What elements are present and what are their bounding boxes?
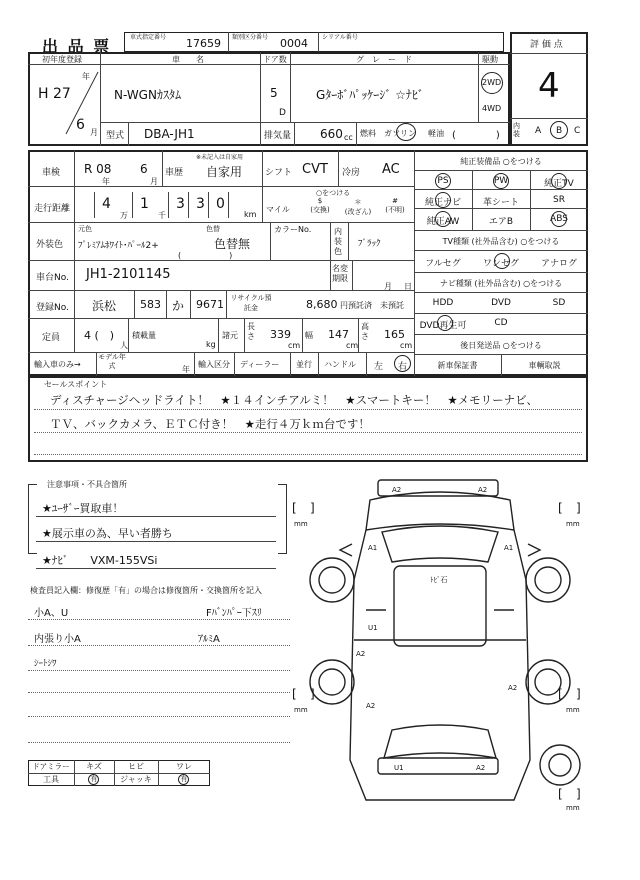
import-type-label: 輸入区分 bbox=[198, 360, 230, 369]
mm-spare: mm bbox=[566, 804, 580, 812]
svg-text:]: ] bbox=[576, 501, 581, 515]
mile-opt-exchange: $ (交換) bbox=[310, 197, 330, 214]
later-warranty: 新車保証書 bbox=[437, 361, 478, 370]
recycle-paid: 円預託済 bbox=[340, 301, 372, 310]
grade-value: Gﾀｰﾎﾞﾊﾟｯｹｰｼﾞ ☆ﾅﾋﾞ bbox=[316, 88, 424, 102]
mileage-man: 万 bbox=[120, 211, 128, 220]
form-no-label: 車式指定番号 bbox=[130, 34, 167, 41]
height-value: 165 bbox=[384, 328, 405, 341]
drive-label: 駆動 bbox=[482, 55, 498, 64]
tv-oneseg-circle bbox=[494, 253, 510, 269]
sales-line-1: ディスチャージヘッドライト！ ★１４インチアルミ！ ★スマートキー！ ★メモリーナビ、 bbox=[50, 393, 539, 407]
mark-a2-rear-right: A2 bbox=[476, 764, 486, 772]
mileage-digit-1: 4 bbox=[102, 196, 111, 212]
width-value: 147 bbox=[328, 328, 349, 341]
genuine-item: 純正ナビ bbox=[424, 198, 461, 208]
load-label: 積載量 bbox=[132, 331, 156, 340]
chassis-value: JH1-2101145 bbox=[86, 267, 171, 282]
mm-top-right: mm bbox=[566, 520, 580, 528]
note-2: ★展示車の為、早い者勝ち bbox=[42, 527, 173, 540]
change-day: 日 bbox=[404, 282, 412, 291]
reg-area: 浜松 bbox=[92, 299, 117, 313]
genuine-item: SR bbox=[553, 195, 565, 205]
length-value: 339 bbox=[270, 328, 291, 341]
genuine-item: 純正TV bbox=[544, 179, 574, 189]
drive-4wd: 4WD bbox=[482, 104, 502, 113]
tools-h-ware: ワレ bbox=[176, 762, 192, 771]
svg-text:[: [ bbox=[292, 687, 297, 701]
mark-a2-top-right: A2 bbox=[478, 486, 488, 494]
note-1: ★ﾕｰｻﾞｰ買取車！ bbox=[42, 502, 124, 515]
inspector-line-2-b: ｱﾙﾐA bbox=[198, 634, 220, 645]
displacement-label: 排気量 bbox=[264, 131, 292, 141]
displacement-value: 660 bbox=[320, 127, 343, 141]
navi-dvd-play-circle bbox=[437, 315, 453, 331]
history-note: ※未記入は自家用 bbox=[196, 154, 244, 161]
interior-grade-label: 内装 bbox=[513, 122, 520, 138]
mileage-digit-3: 3 bbox=[176, 196, 185, 212]
height-label: 高さ bbox=[361, 322, 369, 341]
navi-hdd: HDD bbox=[432, 298, 454, 308]
inspection-month: 6 bbox=[140, 162, 148, 176]
dims-label: 諸元 bbox=[222, 331, 238, 340]
genuine-item-circle bbox=[551, 173, 567, 189]
capacity-label: 定員 bbox=[42, 333, 61, 343]
tools-h-mirror: ドアミラー bbox=[32, 762, 70, 771]
orig-color-label: 元色 bbox=[78, 225, 92, 233]
fuel-gas-circle bbox=[396, 123, 416, 141]
genuine-item: エアB bbox=[488, 217, 514, 227]
mm-bottom-right: mm bbox=[566, 706, 580, 714]
inspection-month-unit: 月 bbox=[150, 177, 158, 186]
inspector-line-2-a: 内張り小A bbox=[34, 634, 81, 645]
score-value: 4 bbox=[538, 66, 560, 106]
handle-right: 右 bbox=[398, 362, 408, 372]
genuine-item-circle bbox=[435, 173, 451, 189]
svg-text:]: ] bbox=[576, 687, 581, 701]
genuine-item: 純正AW bbox=[426, 217, 460, 227]
form-meta-box bbox=[124, 32, 504, 52]
chassis-label: 車台No. bbox=[36, 273, 69, 283]
orig-color-value: ﾌﾟﾚﾐｱﾑﾎﾜｲﾄ･ﾊﾟｰﾙ2+ bbox=[78, 241, 159, 251]
notes-label: 注意事項・不具合箇所 bbox=[44, 479, 130, 490]
model-label: 型式 bbox=[106, 131, 125, 141]
genuine-label: 純正装備品 ○をつける bbox=[460, 157, 542, 166]
import-dealer: ディーラー bbox=[240, 360, 280, 369]
fuel-gas: ガソリン bbox=[384, 129, 416, 138]
mile-note: ○をつける bbox=[316, 189, 351, 197]
score-label: 評 価 点 bbox=[530, 40, 563, 50]
tv-analog: アナログ bbox=[540, 259, 577, 269]
inspector-label: 検査員記入欄：修復歴「有」の場合は修復箇所・交換箇所を記入 bbox=[30, 586, 262, 595]
navi-label: ナビ種類 (社外品含む) ○をつける bbox=[439, 279, 563, 288]
shift-value: CVT bbox=[302, 162, 328, 177]
inspection-year: R 08 bbox=[84, 162, 112, 176]
tools-h-hibi: ヒビ bbox=[128, 762, 144, 771]
handle-right-circle bbox=[394, 355, 411, 372]
inspector-line-1-b: Fﾊﾞﾝﾊﾟｰ下ｽﾘ bbox=[206, 608, 262, 619]
first-reg-month: 6 bbox=[76, 117, 85, 133]
mileage-digit-4: 3 bbox=[196, 196, 205, 212]
interior-grade-a: A bbox=[535, 126, 542, 136]
navi-dvd-play: DVD再生可 bbox=[419, 321, 467, 331]
import-label: 輸入車のみ→ bbox=[34, 360, 81, 369]
history-value: 自家用 bbox=[206, 165, 243, 179]
handle-left: 左 bbox=[374, 362, 384, 372]
tools-jack-yes-circle bbox=[178, 774, 189, 785]
genuine-item-circle bbox=[551, 211, 567, 227]
serial-label: シリアル番号 bbox=[322, 34, 358, 41]
fuel-label: 燃料 bbox=[360, 129, 376, 138]
svg-text:]: ] bbox=[310, 687, 315, 701]
color-no-label: カラーNo. bbox=[274, 225, 312, 234]
class-no: 0004 bbox=[280, 37, 308, 50]
navi-cd: CD bbox=[494, 318, 508, 328]
reg-number: 9671 bbox=[196, 298, 224, 311]
genuine-item-circle bbox=[493, 173, 509, 189]
later-label: 後日発送品 ○をつける bbox=[460, 341, 542, 350]
class-no-label: 類別区分番号 bbox=[232, 34, 269, 41]
svg-text:[: [ bbox=[558, 787, 563, 801]
genuine-item: PS bbox=[437, 176, 449, 186]
height-cm: cm bbox=[400, 341, 413, 350]
ac-value: AC bbox=[382, 162, 400, 177]
year-unit: 年 bbox=[82, 72, 90, 81]
interior-grade-c: C bbox=[574, 126, 581, 136]
mark-a2-top-left: A2 bbox=[392, 486, 402, 494]
tv-oneseg: ワンセグ bbox=[482, 259, 519, 269]
tools-h-kizu: キズ bbox=[86, 762, 102, 771]
form-no: 17659 bbox=[186, 37, 221, 50]
genuine-item-circle bbox=[435, 211, 451, 227]
model-value: DBA-JH1 bbox=[144, 127, 195, 141]
doors-value: 5 bbox=[270, 86, 278, 100]
tools-jack: ジャッキ bbox=[120, 775, 152, 784]
mark-u1-rear: U1 bbox=[394, 764, 404, 772]
first-reg-year: H 27 bbox=[38, 86, 71, 102]
sales-label: セールスポイント bbox=[44, 380, 108, 389]
interior-color-label: 内装色 bbox=[334, 227, 342, 256]
change-month: 月 bbox=[384, 282, 392, 291]
recycle-unpaid: 未預託 bbox=[380, 301, 404, 310]
history-label: 車歴 bbox=[165, 168, 184, 178]
mm-bottom-left: mm bbox=[294, 706, 308, 714]
mark-a1-right: A1 bbox=[504, 544, 514, 552]
kg-unit: kg bbox=[206, 340, 216, 349]
mileage-sen: 千 bbox=[158, 211, 166, 220]
svg-text:]: ] bbox=[310, 501, 315, 515]
width-cm: cm bbox=[346, 341, 359, 350]
mark-a2-mid-left: A2 bbox=[356, 650, 366, 658]
mile-opt-unknown: # (不明) bbox=[385, 197, 405, 214]
mileage-label: 走行距離 bbox=[34, 204, 71, 214]
mark-a2-rear-left: A2 bbox=[366, 702, 376, 710]
reg-kana: か bbox=[172, 299, 185, 313]
change-label: 名変期限 bbox=[332, 264, 348, 283]
doors-label: ドア数 bbox=[263, 55, 287, 64]
fuel-light: 軽油 bbox=[428, 129, 444, 138]
svg-text:[: [ bbox=[558, 501, 563, 515]
inspector-line-3-a: ｼｰﾄｼﾜ bbox=[34, 659, 57, 669]
import-parallel: 並行 bbox=[296, 360, 312, 369]
svg-text:[: [ bbox=[292, 501, 297, 515]
genuine-item-circle bbox=[435, 192, 451, 208]
exterior-label: 外装色 bbox=[36, 240, 64, 250]
person-unit: 人 bbox=[120, 341, 128, 350]
inspection-label: 車検 bbox=[42, 168, 61, 178]
model-year-label: モデル年式 bbox=[98, 353, 126, 370]
tools-tool: 工具 bbox=[43, 775, 59, 784]
shift-label: シフト bbox=[265, 168, 293, 178]
navi-sd: SD bbox=[552, 298, 566, 308]
length-label: 長さ bbox=[247, 322, 255, 341]
later-manual: 車輌取説 bbox=[528, 361, 561, 370]
handle-label: ハンドル bbox=[324, 360, 356, 369]
interior-grade-b: B bbox=[556, 126, 563, 136]
repaint-label: 色替 bbox=[206, 225, 220, 233]
svg-text:[: [ bbox=[558, 687, 563, 701]
fuel-paren: ( ) bbox=[452, 130, 500, 141]
interior-grade-b-circle bbox=[550, 121, 568, 139]
mile-opt-tamper: ＊ (改ざん) bbox=[344, 198, 372, 216]
tools-tool-yes: 有 bbox=[90, 775, 98, 783]
cc-unit: cc bbox=[344, 133, 353, 142]
tools-jack-yes: 有 bbox=[180, 775, 188, 783]
inspector-line-1-a: 小A、U bbox=[34, 608, 69, 619]
tv-fullseg: フルセグ bbox=[425, 259, 461, 269]
car-diagram bbox=[290, 470, 590, 820]
recycle-amount: 8,680 bbox=[306, 298, 338, 311]
sales-line-2: ＴＶ、バックカメラ、ＥＴＣ付き！ ★走行４万ｋｍ台です！ bbox=[50, 417, 370, 431]
mileage-km: km bbox=[244, 210, 257, 219]
notes-bracket-right bbox=[278, 484, 287, 554]
doors-sub: D bbox=[279, 108, 286, 118]
tv-label: TV種類 (社外品含む) ○をつける bbox=[442, 237, 560, 246]
mileage-digit-5: 0 bbox=[216, 196, 225, 212]
svg-text:]: ] bbox=[576, 787, 581, 801]
notes-bracket-left bbox=[28, 484, 37, 554]
mark-tobiishi: ﾄﾋﾞ石 bbox=[430, 576, 448, 584]
note-3: ★ﾅﾋﾞ VXM-155VSi bbox=[42, 554, 158, 567]
reg-class: 583 bbox=[140, 298, 161, 311]
model-year-unit: 年 bbox=[182, 365, 190, 374]
mile-opt-mile: マイル bbox=[266, 205, 290, 214]
drive-2wd: 2WD bbox=[482, 78, 502, 87]
repaint-paren: ( ) bbox=[178, 251, 233, 260]
reg-label: 登録No. bbox=[36, 303, 69, 313]
tools-tool-yes-circle bbox=[88, 774, 99, 785]
width-label: 幅 bbox=[305, 331, 313, 340]
mark-u1-left: U1 bbox=[368, 624, 378, 632]
capacity-value: 4 ( ) bbox=[84, 329, 115, 342]
length-cm: cm bbox=[288, 341, 301, 350]
first-reg-label: 初年度登録 bbox=[42, 55, 82, 64]
grade-label: グ レ ー ド bbox=[356, 55, 412, 64]
form-title: 出 品 票 bbox=[42, 37, 112, 56]
navi-dvd: DVD bbox=[491, 298, 511, 308]
inspection-year-unit: 年 bbox=[102, 177, 110, 186]
mark-a1-left: A1 bbox=[368, 544, 378, 552]
genuine-item: ABS bbox=[550, 214, 568, 224]
interior-color-value: ﾌﾞﾗｯｸ bbox=[358, 239, 381, 249]
genuine-item: PW bbox=[493, 176, 509, 186]
car-name: N-WGNｶｽﾀﾑ bbox=[114, 88, 181, 102]
mileage-digit-2: 1 bbox=[140, 196, 149, 212]
recycle-label: リサイクル預託金 bbox=[230, 294, 272, 312]
ac-label: 冷房 bbox=[342, 168, 361, 178]
repaint-value: 色替無 bbox=[214, 237, 251, 251]
car-name-label: 車 名 bbox=[172, 55, 204, 64]
month-unit: 月 bbox=[90, 128, 98, 137]
mm-top-left: mm bbox=[294, 520, 308, 528]
genuine-item: 革シート bbox=[482, 198, 519, 208]
mark-a2-mid-right: A2 bbox=[508, 684, 518, 692]
